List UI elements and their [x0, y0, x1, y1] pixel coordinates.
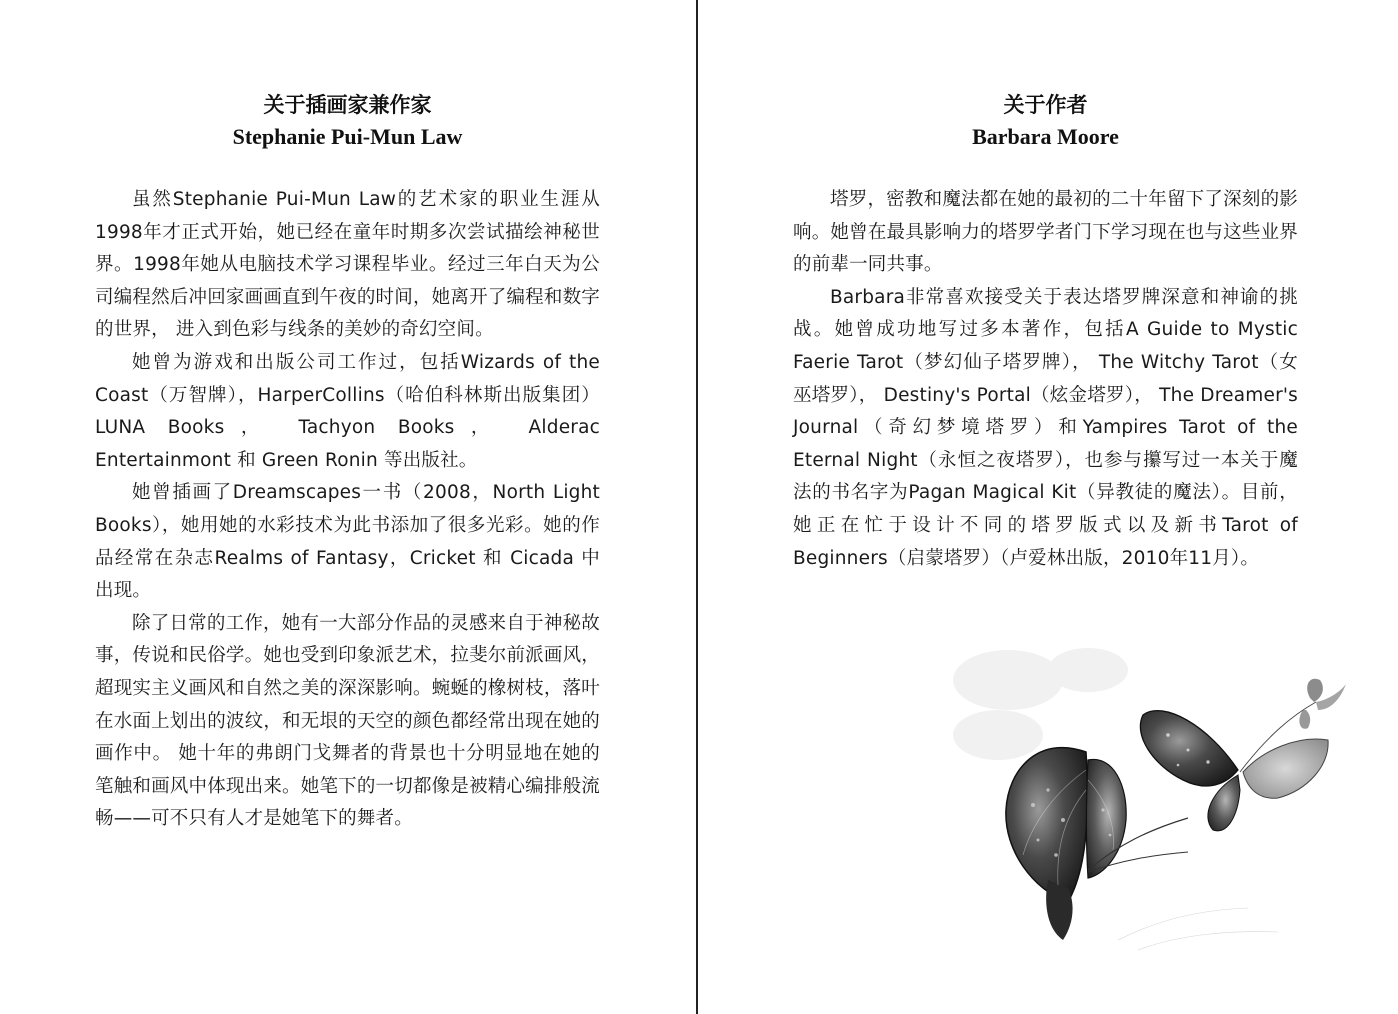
butterfly-large [1006, 748, 1188, 940]
butterfly-small [1299, 679, 1346, 729]
author-heading [793, 90, 1298, 154]
bio-paragraph: 塔罗，密教和魔法都在她的最初的二十年留下了深刻的影响。她曾在最具影响力的塔罗学者门下学习现在也与这些业界的前辈一同共事。 [793, 189, 1298, 276]
butterflies-illustration-icon [938, 640, 1358, 960]
illustrator-title-en: Stephanie Pui-Mun Law [232, 124, 463, 149]
right-page [698, 0, 1398, 1014]
author-title-en: Barbara Moore [972, 124, 1119, 149]
bio-paragraph: 除了日常的工作，她有一大部分作品的灵感来自于神秘故事，传说和民俗学。她也受到印象派艺术，拉斐尔前派画风，超现实主义画风和自然之美的深深影响。蜿蜒的橡树枝，落叶在水面上划出的波纹，和无垠的天空的颜色都经常出现在她的画作中。 她十年的弗朗门戈舞者的背景也十分明显地在她的笔触和画风中体现出来。她笔下的一切都像是被精心编排般流畅——可不只有人才是她笔下的舞者。 [95, 612, 600, 830]
bio-paragraph: 她曾为游戏和出版公司工作过，包括Wizards of the Coast（万智牌），HarperCollins（哈伯科林斯出版集团） LUNA Books， Tachyon Books， Alderac Entertainmont 和 Green Ronin 等出版社。 [95, 351, 600, 471]
illustrator-title-zh: 关于插画家兼作家 [263, 92, 432, 117]
bio-paragraph: 虽然Stephanie Pui-Mun Law的艺术家的职业生涯从1998年才正式开始，她已经在童年时期多次尝试描绘神秘世界。1998年她从电脑技术学习课程毕业。经过三年白天为公司编程然后冲回家画画直到午夜的时间，她离开了编程和数字的世界， 进入到色彩与线条的美妙的奇幻空间。 [95, 189, 600, 341]
illustrator-heading [95, 90, 600, 154]
left-page [0, 0, 697, 1014]
bio-paragraph: 她曾插画了Dreamscapes一书（2008，North Light Books），她用她的水彩技术为此书添加了很多光彩。她的作品经常在杂志Realms of Fantasy，Cricket 和 Cicada 中出现。 [95, 482, 600, 602]
author-bio [793, 184, 1298, 575]
illustrator-bio [95, 184, 600, 836]
bio-paragraph: Barbara非常喜欢接受关于表达塔罗牌深意和神谕的挑战。她曾成功地写过多本著作，包括A Guide to Mystic Faerie Tarot（梦幻仙子塔罗牌）， The Witchy Tarot（女巫塔罗）， Destiny's Portal（炫金塔罗）， The Dreamer's Journal（奇幻梦境塔罗）和Yampires Tarot of the Eternal Night（永恒之夜塔罗），也参与攥写过一本关于魔法的书名字为Pagan Magical Kit（异教徒的魔法）。目前，她正在忙于设计不同的塔罗版式以及新书Tarot of Beginners（启蒙塔罗）（卢爱林出版，2010年11月）。 [793, 286, 1298, 569]
author-title-zh: 关于作者 [1003, 92, 1088, 117]
